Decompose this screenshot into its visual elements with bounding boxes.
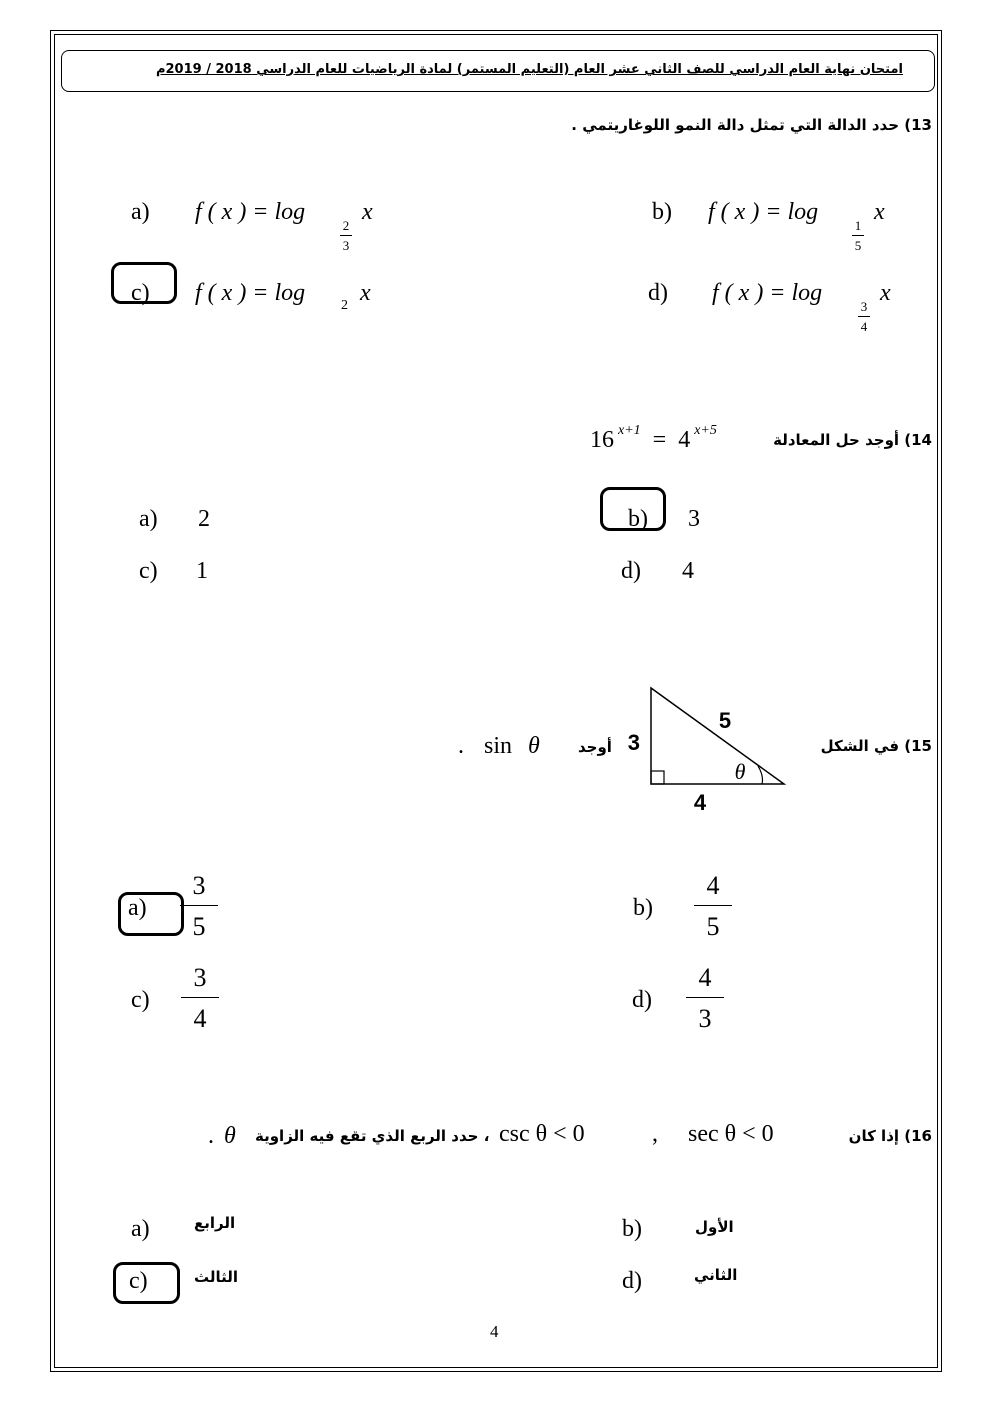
q16-theta: θ [224,1123,236,1149]
q14-option-d-label[interactable]: d) [621,558,641,584]
q14-option-d-value: 4 [682,558,694,584]
q13-option-d-base: 3 4 [858,300,870,333]
q13-option-a-base: 2 3 [340,219,352,252]
q14-option-c-label[interactable]: c) [139,558,158,584]
q16-period: . [208,1123,214,1149]
fraction-bar [340,235,352,236]
q14-option-b-label[interactable]: b) [628,506,648,532]
q15-option-a-fraction: 3 5 [180,873,218,940]
q13-option-b-expr: f ( x ) = log [708,199,819,225]
q15-option-b-label[interactable]: b) [633,895,653,921]
q13-option-d-var: x [880,280,891,306]
q15-option-c-label[interactable]: c) [131,987,150,1013]
q16-option-c-text: الثالث [194,1268,239,1286]
fraction-bar [858,316,870,317]
q13-option-c-base: 2 [341,298,348,313]
q15-text: 15) في الشكل [820,737,932,755]
exam-title: امتحان نهاية العام الدراسي للصف الثاني عشر العام (التعليم المستمر) لمادة الرياضيات للعام الدراسي 2018 / 2019م [155,62,903,77]
q13-option-a-expr: f ( x ) = log [195,199,306,225]
q14-option-c-value: 1 [196,558,208,584]
q14-option-b-value: 3 [688,506,700,532]
q14-equation: 16 $^{x+1}$ = 4 $^{x+5}$ [590,423,717,453]
q16-option-d-text: الثاني [694,1266,738,1284]
q15-option-a-label[interactable]: a) [128,895,147,921]
q16-option-b-text: الأول [695,1218,734,1236]
angle-theta-label: θ [734,759,746,784]
q15-option-c-fraction: 3 4 [181,965,219,1032]
q16-condition-sec: sec θ < 0 [688,1121,774,1147]
hypotenuse-label: 5 [718,708,732,733]
q16-prefix: 16) إذا كان [848,1127,932,1145]
q13-option-b-label[interactable]: b) [652,199,672,225]
side-vertical-label: 3 [627,730,640,755]
q13-option-b-base: 1 5 [852,219,864,252]
q13-text: 13) حدد الدالة التي تمثل دالة النمو اللوغاريتمي . [571,116,932,134]
side-horizontal-label: 4 [693,790,707,815]
q13-option-d-label[interactable]: d) [648,280,668,306]
q13-option-c-label[interactable]: c) [131,280,150,306]
page-number: 4 [490,1322,499,1341]
triangle-shape [651,688,784,784]
fraction-bar [852,235,864,236]
q16-option-a-label[interactable]: a) [131,1216,150,1242]
right-triangle-diagram [627,680,800,820]
page-border-inner [54,34,938,1368]
q15-option-d-label[interactable]: d) [632,987,652,1013]
q13-option-a-label[interactable]: a) [131,199,150,225]
q16-option-c-label[interactable]: c) [129,1268,148,1294]
q15-option-b-fraction: 4 5 [694,873,732,940]
q16-comma: , [652,1121,658,1147]
q13-option-a-var: x [362,199,373,225]
q15-option-d-fraction: 4 3 [686,965,724,1032]
q14-option-a-value: 2 [198,506,210,532]
q16-option-d-label[interactable]: d) [622,1268,642,1294]
q16-suffix: ، حدد الربع الذي تقع فيه الزاوية [255,1127,490,1145]
q14-option-a-label[interactable]: a) [139,506,158,532]
q13-option-c-expr: f ( x ) = log [195,280,306,306]
q16-option-b-label[interactable]: b) [622,1216,642,1242]
q15-find-word: أوجد [578,738,612,756]
q16-option-a-text: الرابع [194,1214,236,1232]
q15-expression: sin θ [484,733,540,759]
q16-condition-csc: csc θ < 0 [499,1121,585,1147]
q13-option-d-expr: f ( x ) = log [712,280,823,306]
q15-period: . [458,733,464,759]
q14-text: 14) أوجد حل المعادلة [773,431,932,449]
q13-option-c-var: x [360,280,371,306]
right-angle-marker [651,771,664,784]
q13-option-b-var: x [874,199,885,225]
